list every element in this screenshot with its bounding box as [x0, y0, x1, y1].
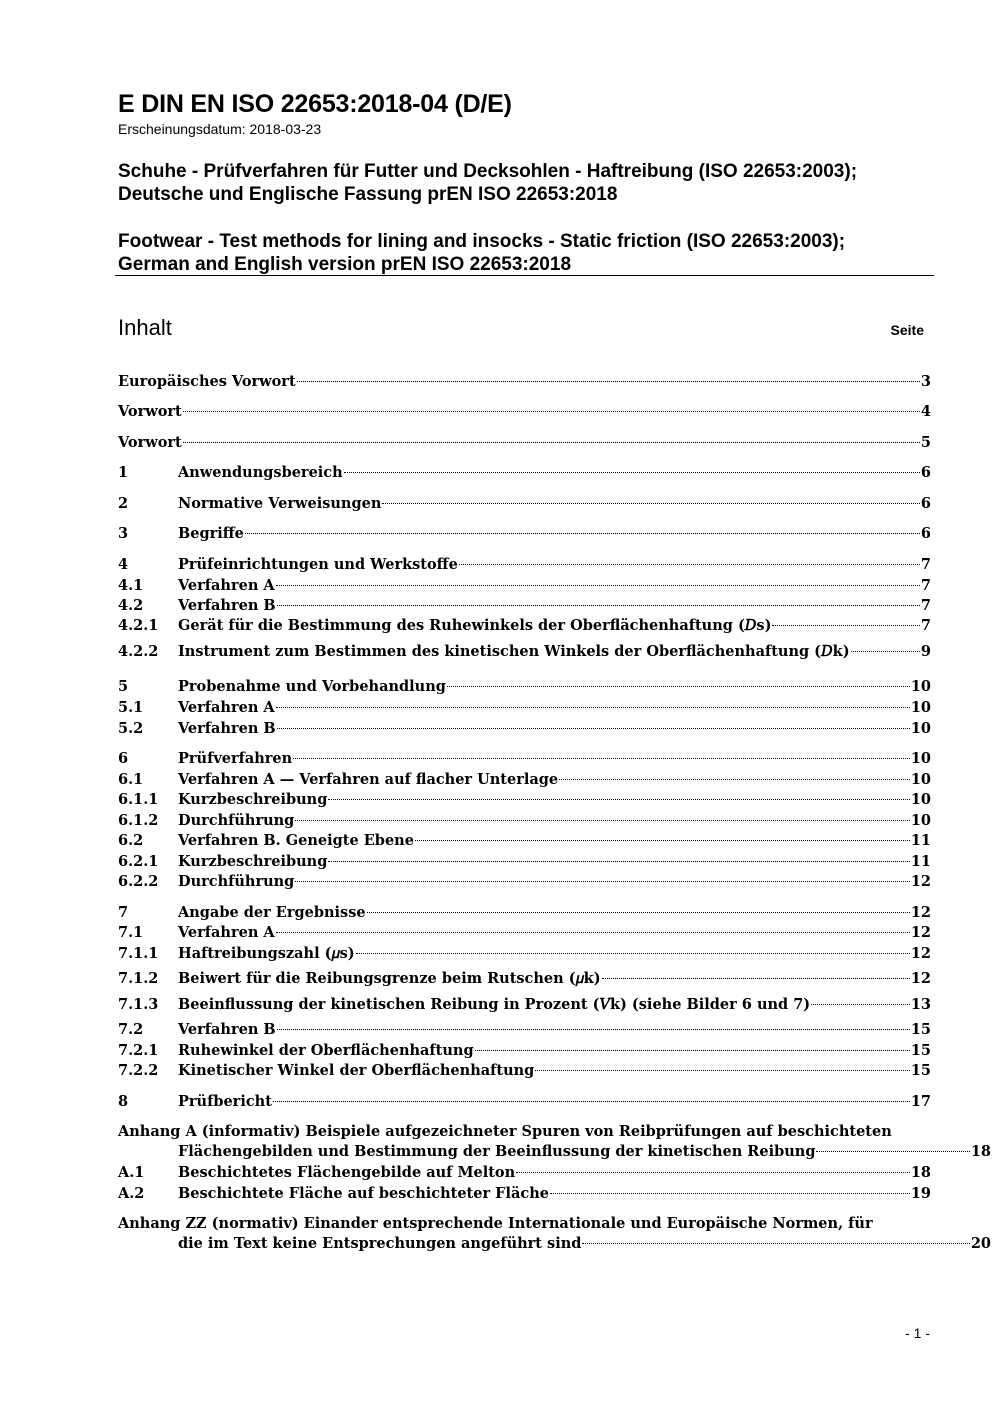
toc-entry-label: Prüfbericht [178, 1093, 272, 1110]
toc-entry-number: 7.1.3 [118, 996, 159, 1013]
toc-entry-number: 6.1.1 [118, 791, 159, 808]
toc-dot-leader [459, 563, 920, 565]
toc-entry-page: 17 [910, 1093, 931, 1110]
title-german-line2: Deutsche und Englische Fassung prEN ISO 22653:2018 [118, 184, 618, 205]
toc-entry-page: 3 [920, 373, 931, 390]
toc-entry-label: Anhang A (informativ) Beispiele aufgezeichneter Spuren von Reibprüfungen auf beschichteten [118, 1123, 892, 1140]
toc-entry-number: 5.2 [118, 720, 144, 737]
toc-entry-page: 7 [920, 617, 931, 634]
toc-dot-leader [277, 604, 920, 606]
toc-entry[interactable] [118, 575, 931, 596]
toc-entry-label: Verfahren B. Geneigte Ebene [178, 832, 414, 849]
toc-entry-label: Instrument zum Bestimmen des kinetischen Winkels der Oberflächenhaftung (𝐷k) [178, 643, 850, 660]
toc-entry[interactable] [118, 523, 931, 544]
toc-entry[interactable] [118, 615, 931, 636]
toc-dot-leader [297, 380, 920, 382]
toc-entry[interactable] [118, 1091, 931, 1112]
title-german [118, 160, 857, 206]
toc-dot-leader [811, 1003, 910, 1005]
toc-dot-leader [183, 410, 920, 412]
toc-dot-leader [295, 819, 910, 821]
toc-entry-number: 4.2.2 [118, 643, 159, 660]
toc-entry-number: 2 [118, 495, 129, 512]
page-number: - 1 - [905, 1325, 930, 1341]
toc-entry-number: 7.1.2 [118, 970, 159, 987]
toc-entry-label: Probenahme und Vorbehandlung [178, 678, 446, 695]
toc-entry[interactable] [118, 595, 931, 616]
toc-dot-leader [356, 952, 910, 954]
toc-dot-leader [559, 778, 910, 780]
toc-entry[interactable] [118, 1121, 931, 1142]
toc-entry-page: 10 [910, 812, 931, 829]
toc-entry-number: 4.2 [118, 597, 144, 614]
toc-entry-page: 4 [920, 403, 931, 420]
toc-entry-label: Durchführung [178, 812, 295, 829]
toc-entry-number: 5.1 [118, 699, 144, 716]
toc-entry-number: 6.2.2 [118, 873, 159, 890]
toc-entry[interactable] [118, 1060, 931, 1081]
toc-dot-leader [602, 977, 910, 979]
toc-entry-number: 6.2.1 [118, 853, 159, 870]
toc-entry[interactable] [118, 676, 931, 697]
toc-dot-leader [582, 1242, 969, 1244]
toc-dot-leader [328, 860, 909, 862]
toc-entry-label: Beschichtete Fläche auf beschichteter Fläche [178, 1185, 549, 1202]
toc-dot-leader [772, 624, 919, 626]
toc-entry-page: 12 [910, 970, 931, 987]
toc-entry-label: Gerät für die Bestimmung des Ruhewinkels der Oberflächenhaftung (𝐷s) [178, 617, 772, 634]
toc-entry[interactable] [118, 851, 931, 872]
toc-entry-number: 7.2.1 [118, 1042, 159, 1059]
header-divider [115, 275, 934, 276]
toc-entry-label: Kurzbeschreibung [178, 791, 328, 808]
toc-entry-number: A.2 [118, 1185, 145, 1202]
toc-entry[interactable] [118, 871, 931, 892]
toc-entry-page: 7 [920, 597, 931, 614]
toc-entry-label: Begriffe [178, 525, 244, 542]
toc-entry-page: 12 [910, 945, 931, 962]
toc-entry[interactable] [118, 371, 931, 392]
toc-dot-leader [277, 727, 910, 729]
toc-entry-label: Beiwert für die Reibungsgrenze beim Rutschen (𝜇k) [178, 970, 601, 987]
toc-entry-number: 6.2 [118, 832, 144, 849]
toc-dot-leader [367, 911, 910, 913]
toc-entry-number: 7.2 [118, 1021, 144, 1038]
toc-entry-number: 7.1 [118, 924, 144, 941]
toc-entry-number: 3 [118, 525, 129, 542]
toc-entry-number: 4.1 [118, 577, 144, 594]
toc-dot-leader [277, 1028, 910, 1030]
toc-entry-label: Verfahren A [178, 699, 275, 716]
toc-dot-leader [447, 685, 910, 687]
toc-entry[interactable] [118, 968, 931, 989]
toc-entry[interactable] [118, 810, 931, 831]
toc-entry[interactable] [118, 401, 931, 422]
toc-entry-label: Durchführung [178, 873, 295, 890]
toc-dot-leader [516, 1171, 910, 1173]
toc-dot-leader [328, 798, 909, 800]
toc-dot-leader [245, 532, 920, 534]
toc-entry-number: 7.1.1 [118, 945, 159, 962]
toc-entry-label: Verfahren A [178, 577, 275, 594]
document-title: E DIN EN ISO 22653:2018-04 (D/E) [118, 90, 512, 118]
toc-entry-label: Ruhewinkel der Oberflächenhaftung [178, 1042, 474, 1059]
toc-entry-page: 13 [910, 996, 931, 1013]
toc-dot-leader [415, 839, 910, 841]
toc-entry[interactable] [118, 1183, 931, 1204]
toc-entry-label: Verfahren A [178, 924, 275, 941]
toc-entry-label: Kurzbeschreibung [178, 853, 328, 870]
toc-entry-number: 7 [118, 904, 129, 921]
toc-entry[interactable] [118, 748, 931, 769]
toc-entry[interactable] [118, 462, 931, 483]
toc-entry-page: 20 [970, 1235, 991, 1252]
toc-entry-number: 7.2.2 [118, 1062, 159, 1079]
toc-entry-page: 10 [910, 791, 931, 808]
toc-entry-label: Verfahren B [178, 1021, 276, 1038]
toc-entry-label-continued: die im Text keine Entsprechungen angeführt sind [178, 1235, 582, 1252]
toc-entry[interactable] [118, 1040, 931, 1061]
toc-dot-leader [183, 441, 920, 443]
toc-entry-continuation[interactable] [118, 1141, 991, 1162]
toc-entry[interactable] [118, 943, 931, 964]
toc-entry-page: 15 [910, 1021, 931, 1038]
toc-entry-continuation[interactable] [118, 1233, 991, 1254]
toc-entry-number: 4 [118, 556, 129, 573]
toc-entry[interactable] [118, 554, 931, 575]
toc-entry[interactable] [118, 922, 931, 943]
toc-dot-leader [276, 931, 910, 933]
toc-entry-page: 10 [910, 750, 931, 767]
toc-entry-label: Europäisches Vorwort [118, 373, 296, 390]
toc-entry-page: 6 [920, 525, 931, 542]
toc-dot-leader [295, 880, 910, 882]
toc-dot-leader [851, 650, 920, 652]
toc-entry-page: 10 [910, 699, 931, 716]
toc-entry-page: 5 [920, 434, 931, 451]
toc-entry-number: 6 [118, 750, 129, 767]
toc-dot-leader [382, 502, 920, 504]
toc-entry-page: 11 [910, 832, 931, 849]
toc-entry-label: Verfahren B [178, 597, 276, 614]
toc-entry[interactable] [118, 697, 931, 718]
toc-entry-page: 11 [910, 853, 931, 870]
toc-entry[interactable] [118, 769, 931, 790]
toc-entry-page: 19 [910, 1185, 931, 1202]
toc-entry-page: 18 [970, 1143, 991, 1160]
toc-entry-number: 1 [118, 464, 129, 481]
toc-entry-label: Vorwort [118, 434, 182, 451]
toc-entry-number: 6.1.2 [118, 812, 159, 829]
toc-dot-leader [535, 1069, 910, 1071]
toc-entry-number: 6.1 [118, 771, 144, 788]
toc-entry-page: 10 [910, 678, 931, 695]
toc-entry[interactable] [118, 830, 931, 851]
toc-entry-label: Vorwort [118, 403, 182, 420]
toc-page-column-heading: Seite [890, 322, 924, 338]
toc-entry[interactable] [118, 718, 931, 739]
toc-entry-label: Beschichtetes Flächengebilde auf Melton [178, 1164, 516, 1181]
toc-entry-label: Angabe der Ergebnisse [178, 904, 366, 921]
toc-entry-page: 12 [910, 904, 931, 921]
toc-entry-label: Prüfverfahren [178, 750, 293, 767]
toc-entry[interactable] [118, 1162, 931, 1183]
toc-entry-page: 18 [910, 1164, 931, 1181]
toc-entry[interactable] [118, 902, 931, 923]
title-german-line1: Schuhe - Prüfverfahren für Futter und Decksohlen - Haftreibung (ISO 22653:2003); [118, 161, 858, 182]
toc-dot-leader [475, 1049, 910, 1051]
toc-entry-page: 15 [910, 1062, 931, 1079]
title-english [118, 230, 845, 276]
toc-entry-label: Anhang ZZ (normativ) Einander entsprechende Internationale und Europäische Normen, für [118, 1215, 873, 1232]
toc-heading: Inhalt [118, 315, 172, 340]
toc-entry[interactable] [118, 432, 931, 453]
toc-entry-page: 9 [920, 643, 931, 660]
toc-entry-page: 10 [910, 771, 931, 788]
toc-dot-leader [816, 1150, 969, 1152]
toc-entry[interactable] [118, 789, 931, 810]
toc-entry-page: 12 [910, 873, 931, 890]
toc-dot-leader [293, 757, 910, 759]
toc-entry-page: 10 [910, 720, 931, 737]
toc-entry-number: 8 [118, 1093, 129, 1110]
toc-entry[interactable] [118, 994, 931, 1015]
toc-dot-leader [344, 471, 920, 473]
publication-date: Erscheinungsdatum: 2018-03-23 [118, 121, 322, 137]
toc-entry-label: Kinetischer Winkel der Oberflächenhaftung [178, 1062, 535, 1079]
toc-dot-leader [276, 584, 920, 586]
toc-entry-number: 5 [118, 678, 129, 695]
toc-dot-leader [550, 1192, 910, 1194]
toc-entry-number: 4.2.1 [118, 617, 159, 634]
toc-entry-label: Anwendungsbereich [178, 464, 343, 481]
toc-entry-label: Beeinflussung der kinetischen Reibung in Prozent (𝑉k) (siehe Bilder 6 und 7) [178, 996, 811, 1013]
toc-entry-page: 6 [920, 464, 931, 481]
title-english-line1: Footwear - Test methods for lining and insocks - Static friction (ISO 22653:2003); [118, 231, 846, 252]
toc-entry-label: Normative Verweisungen [178, 495, 382, 512]
toc-entry[interactable] [118, 641, 931, 662]
toc-entry-page: 12 [910, 924, 931, 941]
toc-entry-label: Haftreibungszahl (𝜇s) [178, 945, 355, 962]
toc-entry-page: 6 [920, 495, 931, 512]
toc-entry[interactable] [118, 1213, 931, 1234]
toc-dot-leader [273, 1100, 910, 1102]
toc-entry-label-continued: Flächengebilden und Bestimmung der Beeinflussung der kinetischen Reibung [178, 1143, 816, 1160]
toc-entry-label: Verfahren A — Verfahren auf flacher Unterlage [178, 771, 559, 788]
toc-entry[interactable] [118, 1019, 931, 1040]
toc-entry-number: A.1 [118, 1164, 145, 1181]
toc-dot-leader [276, 706, 910, 708]
toc-entry-page: 7 [920, 577, 931, 594]
toc-entry-label: Verfahren B [178, 720, 276, 737]
toc-entry-page: 7 [920, 556, 931, 573]
toc-entry[interactable] [118, 493, 931, 514]
toc-entry-page: 15 [910, 1042, 931, 1059]
title-english-line2: German and English version prEN ISO 22653:2018 [118, 254, 572, 275]
toc-entry-label: Prüfeinrichtungen und Werkstoffe [178, 556, 458, 573]
